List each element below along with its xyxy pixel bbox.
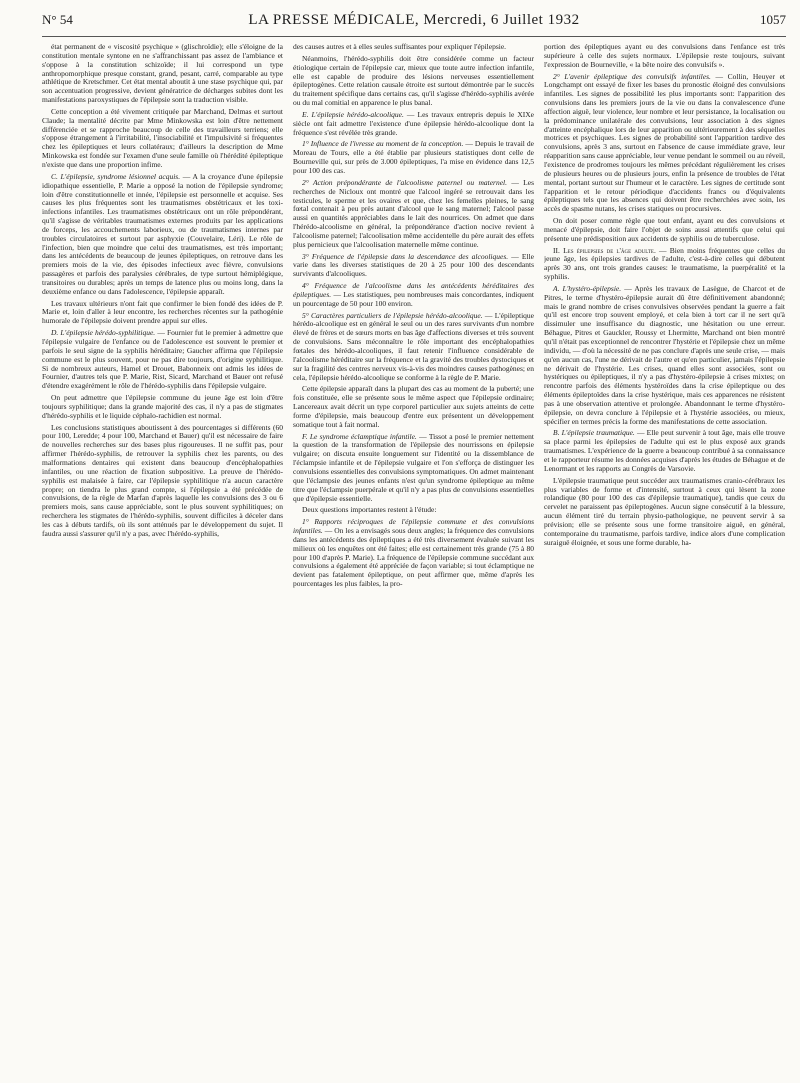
paragraph-text: portion des épileptiques ayant eu des convulsions dans l'enfance est très supérieure à celle des sujets normaux. L'épilepsie reste toujours, suivant l'expression de Bourneville, « la bête noire des convulsifs ». — [544, 43, 785, 69]
paragraph-text: — Fournier fut le premier à admettre que l'épilepsie vulgaire de l'enfance ou de l'adolescence est souvent le premier et parfois le seul signe de la syphilis héréditaire; Gaucher affirma que l'épilepsie commune est le plus souvent, pour ne pas dire toujours, d'origine syphilitique. Si de nombreux auteurs, Hamel et Drouet, Babonneix ont admis les idées de Fournier, d'autres tels que P. Marie, Rist, Sicard, Marchand et Bauer ont refusé d'étendre exagérément le rôle de l'hérédo-syphilis dans l'épilepsie vulgaire. — [42, 328, 283, 391]
paragraph — [293, 518, 534, 589]
paragraph — [544, 43, 785, 70]
paragraph-text: — Elle peut survenir à tout âge, mais elle trouve sa place parmi les épilepsies de l'adulte qui est le plus exposé aux grands traumatismes. L'expérience de la guerre a beaucoup contribué à sa connaissance et le rapporteur résume les données acquises d'après les études de Béhague et de Lenormant et les rapports au Congrès de Varsovie. — [544, 428, 785, 473]
paragraph-text: — Depuis le travail de Moreau de Tours, elle a été établie par plusieurs statistiques dont celle de Bourneville qui, sur près de 3.000 épileptiques, l'a mise en évidence dans 12,5 pour 100 des cas. — [293, 139, 534, 175]
paragraph-text: — Tissot a posé le premier nettement la question de la transformation de l'épilepsie des nourrissons en épilepsie vulgaire; on discuta ensuite longuement sur l'identité ou la dissemblance de l'éclampsie infantile et de l'épilepsie vulgaire et l'on s'efforça de distinguer les convulsions essentielles des convulsions symptomatiques. On admet maintenant que l'éclampsie des jeunes enfants n'est qu'un syndrome épileptique au même titre que l'éclampsie puerpérale et qu'il n'y a pas plus de convulsions essentielles que d'épilepsie essentielle. — [293, 431, 534, 503]
column-2 — [293, 43, 534, 1083]
paragraph — [293, 385, 534, 429]
paragraph — [293, 55, 534, 108]
paragraph — [42, 424, 283, 539]
paragraph — [293, 506, 534, 515]
paragraph — [293, 111, 534, 138]
paragraph — [42, 394, 283, 421]
paragraph — [42, 108, 283, 170]
column-3 — [544, 43, 785, 1083]
section-heading: 1° Influence de l'ivresse au moment de la conception. — [302, 139, 464, 149]
paragraph-text: — Après les travaux de Lasègue, de Charcot et de Pitres, le terme d'hystéro-épilepsie aurait dû être définitivement abandonné; mais le grand nombre de crises convulsives observées pendant la guerre a fait qu'il est encore trop souvent employé, et cela bien à tort car il ne sert qu'à dissimuler une insuffisance du diagnostic, une hésitation ou une erreur. Béhague, Pitres et Gauckler, Roussy et Lhermitte, Marchand ont bien montré qu'il n'était pas exceptionnel de rencontrer l'hystérie et l'épilepsie chez un même individu, — d'où la nécessité de ne pas conclure d'après une seule crise, — mais qu'en aucun cas, l'une ne dérivait de l'autre et qu'en particulier, jamais l'épilepsie ne dérivait de l'hystérie. Les crises, quand elles sont associées, sont ou hystériques ou épileptiques, il n'y a pas d'hystéro-épilepsie à crises mixtes; on rencontre parfois des éléments hystéroïdes dans la crise épileptique ou des éléments épileptoïdes dans la crise hystérique, mais ces apparences ne résistent pas à une observation attentive et prolongée. Abandonnant le terme d'hystéro-épilepsie, on devra conclure à l'épilepsie et à l'hystérie associées, ou mieux, spécifier en termes précis la forme des manifestations de cette association. — [544, 283, 785, 426]
paragraph — [544, 247, 785, 282]
section-heading: 1° Rapports réciproques de l'épilepsie commune et des convulsions infantiles. — [293, 517, 534, 536]
paragraph — [293, 282, 534, 309]
section-heading: 5° Caractères particuliers de l'épilepsie hérédo-alcoolique. — [302, 310, 483, 320]
issue-number: N° 54 — [42, 12, 73, 27]
paragraph — [544, 285, 785, 427]
section-heading: 2° Action prépondérante de l'alcoolisme paternel ou maternel. — [302, 177, 507, 187]
paragraph-text: Deux questions importantes restent à l'étude: — [302, 505, 437, 515]
paragraph-text: — Bien moins fréquentes que celles du jeune âge, les épilepsies tardives de l'adulte, c'est-à-dire celles qui débutent après 30 ans, ont trois grandes causes: le traumatisme, la puerpéralité et la syphilis. — [544, 245, 785, 282]
section-heading: F. Le syndrome éclamptique infantile. — [302, 431, 417, 441]
paragraph-text: Les conclusions statistiques aboutissent à des pourcentages si différents (60 pour 100, Leredde; 4 pour 100, Marchand et Bauer) qu'il est nécessaire de faire de nouvelles recherches sur des bases plus rigoureuses. Il ne suffit pas, pour affirmer l'hérédo-syphilis, de retrouver la syphilis chez les parents, ou des malformations dentaires qui existent dans beaucoup d'encéphalopathies infantiles, ou une réaction de fixation subpositive. La preuve de l'hérédo-syphilis est malaisée à faire, car l'épilepsie syphilitique n'a aucun caractère propre; on tiendra le plus grand compte, si l'épilepsie a été précédée de convulsions, de la règle de Marfan d'après laquelle les convulsions des 3 ou 6 premiers mois, sans cause appréciable, sont le plus souvent syphilitiques; on recherchera les stigmates de l'hérédo-syphilis, souvent difficiles à déceler dans les cas à débuts tardifs, où ils sont atténués par le développement du sujet. Il faudra aussi s'assurer qu'il n'y a pas, avec l'hérédo-syphilis, — [42, 422, 283, 538]
paragraph-text: — On les a envisagés sous deux angles; la fréquence des convulsions dans les antécédents des épileptiques a été très diversement évaluée suivant les milieux où les enquêtes ont été faites; elle est certainement très grande (75 à 80 pour 100 d'après P. Marie). La fréquence de l'épilepsie commune succédant aux convulsions a également été appréciée de façon variable; si tout éclamptique ne devient pas fatalement épileptique, on peut affirmer que, même d'après les pourcentages les plus faibles, la pro- — [293, 526, 534, 589]
section-heading: E. L'épilepsie hérédo-alcoolique. — [302, 109, 404, 119]
paragraph-text: Cette épilepsie apparaît dans la plupart des cas au moment de la puberté; une fois constituée, elle se présente sous le même aspect que l'épilepsie ordinaire; Lancereaux avait décrit un type corporel particulier aux sujets atteints de cette forme d'épilepsie, mais beaucoup d'entre eux présentent un développement somatique tout à fait normal. — [293, 384, 534, 429]
section-heading: C. L'épilepsie, syndrome lésionnel acquis. — [51, 171, 181, 181]
paragraph — [544, 217, 785, 244]
paragraph-text: Les travaux ultérieurs n'ont fait que confirmer le bien fondé des idées de P. Marie et, loin d'aller à leur encontre, les recherches récentes sur la pathogénie humorale de l'épilepsie doivent prendre appui sur elles. — [42, 298, 283, 326]
paragraph-text: état permanent de « viscosité psychique » (glischroïdie); elle s'éloigne de la constitution mentale syntone en ne s'affranchissant pas assez de l'ambiance et s'oppose à la constitution schizoïde; il lui correspond un type anthropomorphique presque constant, grand, pesant, carré, comparable au type athlétique de Kretschmer. Cet état mental aboutit à une stase psychique qui, par son accentuation progressive, devient génératrice de décharges subites dont les manifestations paroxystiques de l'épilepsie sont la traduction visible. — [42, 43, 283, 105]
section-heading: 3° Fréquence de l'épilepsie dans la descendance des alcooliques. — [302, 251, 509, 261]
paragraph-text: des causes autres et à elles seules suffisantes pour expliquer l'épilepsie. — [293, 43, 507, 51]
paragraph — [293, 433, 534, 504]
paragraph — [293, 43, 534, 52]
publication-title: LA PRESSE MÉDICALE, Mercredi, 6 Juillet 1932 — [248, 12, 580, 28]
paragraph — [42, 173, 283, 297]
section-heading: B. L'épilepsie traumatique. — [553, 428, 635, 438]
paragraph — [42, 329, 283, 391]
paragraph — [544, 73, 785, 215]
paragraph-text: L'épilepsie traumatique peut succéder aux traumatismes cranio-cérébraux les plus variables de forme et d'intensité, surtout à ceux qui lèsent la zone rolandique (80 pour 100 des cas d'épilepsie traumatique), tandis que ceux du cervelet ne paraissent pas épileptogènes. Aucun signe consécutif à la blessure, aucun élément tiré du terrain physio-pathologique, ne peuvent servir à sa prévision; elle se présente sous une forme transitoire aiguë, en général, contemporaine du traumatisme, parfois tardive, indice alors d'une complication suraiguë éloignée, et sous une forme durable, ha- — [544, 475, 785, 547]
paragraph-text: On doit poser comme règle que tout enfant, ayant eu des convulsions et menacé d'épilepsie, doit faire l'objet de soins aussi attentifs que celui qui présente une prédisposition aux accidents de syphilis ou de tuberculose. — [544, 216, 785, 243]
section-heading: 2° L'avenir épileptique des convulsifs infantiles. — [553, 71, 711, 81]
paragraph-text: — Les recherches de Nicloux ont montré que l'alcool ingéré se retrouvait dans les testicules, le sperme et les ovaires et que, chez les femelles pleines, le sang fœtal contenait à peu près autant d'alcool que le sang maternel; l'alcool passe aussi en quantités appréciables dans le lait des nourrices. On admet que dans l'hérédo-alcoolisme en général, la prépondérance d'action nocive revient à l'alcoolisme paternel; l'alcoolisation même accidentelle du père aurait des effets plus pernicieux que l'alcoolisation maternelle même continue. — [293, 177, 534, 249]
paragraph-text: — Les travaux entrepris depuis le XIXe siècle ont fait admettre l'existence d'une épilepsie hérédo-alcoolique dont la fréquence s'est révélée très grande. — [293, 109, 534, 137]
paragraph — [42, 300, 283, 327]
paragraph — [293, 253, 534, 280]
paragraph-text: — Elle varie dans les diverses statistiques de 20 à 25 pour 100 des descendants survivants d'alcooliques. — [293, 251, 534, 279]
paragraph-text: On peut admettre que l'épilepsie commune du jeune âge est loin d'être toujours syphilitique; dans la grande majorité des cas, il n'y a pas de stigmates d'hérédo-syphilis et le liquide céphalo-rachidien est normal. — [42, 393, 283, 420]
paragraph — [544, 429, 785, 473]
paragraph-text: Cette conception a été vivement critiquée par Marchand, Delmas et surtout Claude; la mentalité décrite par Mme Minkowska est loin d'être nettement différenciée et se rapproche beaucoup de celle des travailleurs terriens; elle s'oppose étrangement à l'irritabilité, l'insociabilité et l'impulsivité si fréquentes chez les épileptiques et leurs collatéraux; d'ailleurs la description de Mme Minkowska est fondée sur l'examen d'une seule famille où l'hérédité épileptique n'existe que dans une proportion infime. — [42, 106, 283, 169]
paragraph — [293, 312, 534, 383]
paragraph-text: — Collin, Heuyer et Longchampt ont essayé de fixer les bases du pronostic éloigné des convulsions infantiles. Les signes de possibilité les plus importants sont: l'apparition des convulsions dans les premiers jours de la vie ou dans la convalescence d'une affection aiguë, leur violence, leur nombre et leur persistance, la localisation ou la prédominance unilatérale des convulsions, leur association à des signes d'atteinte encéphalique lors de leur apparition ou ultérieurement à des séquelles motrices et psychiques. Les signes de probabilité sont l'apparition tardive des convulsions, après 3 ans, surtout en l'absence de cause immédiate grave, leur réapparition sans cause appréciable, leur venue pendant le sommeil ou au réveil, l'existence de prodromes toujours les mêmes précédant régulièrement les crises de plusieurs heures ou de plusieurs jours, enfin la présence de troubles de l'état mental, portant surtout sur l'humeur et le caractère. Les signes de certitude sont l'apparition et le retour périodique d'accidents francs ou d'équivalents épileptiques tels que les absences qui doivent être recherchées avec soin, les accès de spasme nutans, les crises statiques ou procursives. — [544, 71, 785, 214]
page-header — [42, 12, 786, 37]
paragraph-text: Néanmoins, l'hérédo-syphilis doit être considérée comme un facteur étiologique certain de l'épilepsie car, mieux que toute autre infection infantile, elle est capable de produire des lésions nerveuses essentiellement épileptogènes. Cette relation causale étroite est surtout démontrée par le succès du traitement spécifique dans certains cas, qu'il s'agisse d'hérédo-syphilis avérée ou du mal comitial en apparence le plus banal. — [293, 53, 534, 108]
column-1 — [42, 43, 283, 1083]
paragraph — [293, 179, 534, 250]
page-number: 1057 — [760, 12, 786, 27]
paragraph — [544, 477, 785, 548]
text-columns — [42, 43, 786, 1083]
section-heading: 4° Fréquence de l'alcoolisme dans les antécédents héréditaires des épileptiques. — [293, 281, 534, 299]
paragraph-text: — L'épileptique hérédo-alcoolique est en général le seul ou un des rares survivants d'un nombre élevé de frères et de sœurs morts en bas âge d'affections diverses et très souvent de convulsions. Sans méconnaître le rôle important des encéphalopathies fœtales des hérédo-alcooliques, il faut retenir l'influence considérable de l'alcoolisme héréditaire sur la fréquence et la gravité des troubles dystociques et sur la fragilité des centres nerveux vis-à-vis des moindres causes pathogènes; en cela, l'épilepsie hérédo-alcoolique se conforme à la règle de P. Marie. — [293, 310, 534, 382]
paragraph — [293, 140, 534, 175]
paragraph — [42, 43, 283, 105]
paragraph-text: — A la croyance d'une épilepsie idiopathique essentielle, P. Marie a opposé la notion de l'épilepsie syndrome; loin d'être constitutionnelle et innée, l'épilepsie est personnelle et acquise. Ses causes les plus fréquentes sont les traumatismes obstétricaux et les toxi-infections infantiles. Les traumatismes obstétricaux ont un rôle prépondérant, qu'il s'agisse de véritables traumatismes externes produits par les applications de forceps, les accouchements laborieux, ou de traumatismes internes par troubles circulatoires et surtout par asphyxie (Couvelaire, Léri). Le rôle de l'infection, bien que moindre que celui des traumatismes, est très important; dans les antécédents de beaucoup de jeunes épileptiques, on retrouve dans les premiers mois de la vie, des épisodes infectieux avec fièvre, convulsions passagères et parfois des paralysies cérébrales, de type surtout hémiplégique, transitoires ou durables; après un temps de latence plus ou moins long, dans la deuxième enfance ou dans l'adolescence, l'épilepsie apparaît. — [42, 171, 283, 296]
section-heading: D. L'épilepsie hérédo-syphilitique. — [51, 328, 156, 338]
section-heading: A. L'hystéro-épilepsie. — [553, 283, 622, 293]
section-heading: II. Les épilepsies de l'âge adulte. — [553, 245, 656, 255]
paragraph-text: — Les statistiques, peu nombreuses mais concordantes, indiquent un pourcentage de 50 pour 100 environ. — [293, 289, 534, 308]
